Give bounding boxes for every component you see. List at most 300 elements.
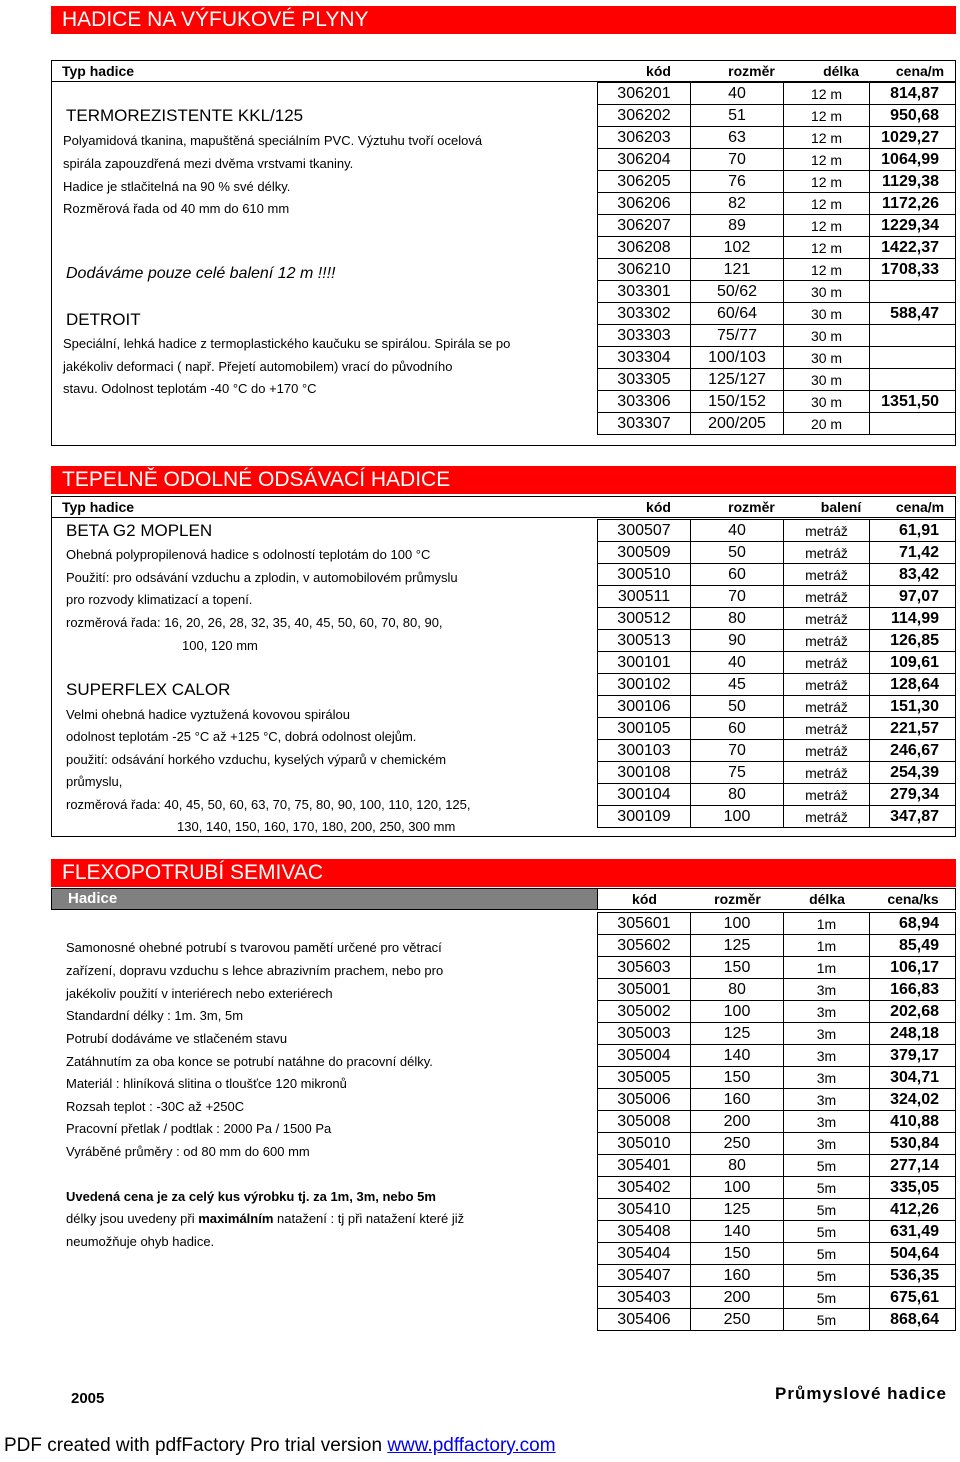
desc-line: Rozsah teplot : -30C až +250C — [66, 1099, 245, 1114]
product-name-termorezistente: TERMOREZISTENTE KKL/125 — [66, 106, 304, 125]
cell-size: 80 — [691, 784, 784, 806]
table-row — [598, 1309, 956, 1331]
cell-price: 1029,27 — [870, 127, 956, 149]
desc-line: Samonosné ohebné potrubí s tvarovou pamětí určené pro větrací — [66, 940, 442, 955]
price-note: Uvedená cena je za celý kus výrobku tj. za 1m, 3m, nebo 5m — [66, 1189, 436, 1204]
cell-size: 121 — [691, 259, 784, 281]
table-row — [598, 1111, 956, 1133]
desc-line: Zatáhnutím za oba konce se potrubí natáhne do pracovní délky. — [66, 1054, 433, 1069]
table-row — [598, 586, 956, 608]
cell-size: 200 — [691, 1287, 784, 1309]
cell-len: 12 m — [784, 171, 870, 193]
cell-price: 1064,99 — [870, 149, 956, 171]
cell-code: 306206 — [598, 193, 691, 215]
cell-len: 12 m — [784, 83, 870, 105]
cell-len: 5m — [784, 1221, 870, 1243]
package-note: Dodáváme pouze celé balení 12 m !!!! — [66, 265, 336, 282]
table-row — [598, 325, 956, 347]
desc-line: 100, 120 mm — [182, 638, 258, 653]
desc-line: Pracovní přetlak / podtlak : 2000 Pa / 1500 Pa — [66, 1121, 332, 1136]
price-table-semivac — [597, 912, 956, 1331]
table-row — [598, 1177, 956, 1199]
price-table-suction — [597, 519, 956, 828]
cell-code: 300513 — [598, 630, 691, 652]
cell-code: 306201 — [598, 83, 691, 105]
cell-code: 305006 — [598, 1089, 691, 1111]
table-row — [598, 413, 956, 435]
cell-code: 305001 — [598, 979, 691, 1001]
cell-price: 126,85 — [870, 630, 956, 652]
cell-len: 5m — [784, 1287, 870, 1309]
cell-size: 40 — [691, 520, 784, 542]
cell-len: 3m — [784, 1133, 870, 1155]
cell-size: 80 — [691, 608, 784, 630]
cell-size: 50 — [691, 542, 784, 564]
table-row — [598, 303, 956, 325]
cell-price: 1229,34 — [870, 215, 956, 237]
table-row — [598, 105, 956, 127]
cell-size: 150 — [691, 1243, 784, 1265]
table-row — [598, 520, 956, 542]
cell-price: 347,87 — [870, 806, 956, 828]
cell-price: 246,67 — [870, 740, 956, 762]
cell-code: 300108 — [598, 762, 691, 784]
table-row — [598, 957, 956, 979]
header-price: cena/ks — [887, 891, 939, 907]
cell-code: 305404 — [598, 1243, 691, 1265]
cell-code: 300509 — [598, 542, 691, 564]
pdf-prefix: PDF created with pdfFactory Pro trial version — [4, 1435, 388, 1456]
table-row — [598, 542, 956, 564]
cell-price: 114,99 — [870, 608, 956, 630]
cell-price: 83,42 — [870, 564, 956, 586]
table-row — [598, 347, 956, 369]
cell-size: 125 — [691, 935, 784, 957]
cell-len: 3m — [784, 1023, 870, 1045]
footer-year: 2005 — [71, 1390, 105, 1407]
cell-size: 100 — [691, 1001, 784, 1023]
cell-price: 1129,38 — [870, 171, 956, 193]
desc-line: průmyslu, — [66, 774, 123, 789]
cell-code: 305402 — [598, 1177, 691, 1199]
cell-price: 631,49 — [870, 1221, 956, 1243]
table-row — [598, 1221, 956, 1243]
cell-code: 305401 — [598, 1155, 691, 1177]
desc-line: Použití: pro odsávání vzduchu a zplodin, v automobilovém průmyslu — [66, 570, 458, 585]
cell-price: 1172,26 — [870, 193, 956, 215]
cell-price: 536,35 — [870, 1265, 956, 1287]
cell-price: 166,83 — [870, 979, 956, 1001]
table-row — [598, 1265, 956, 1287]
section-title-flexopotrubi: FLEXOPOTRUBÍ SEMIVAC — [51, 859, 956, 887]
cell-len: 30 m — [784, 347, 870, 369]
cell-code: 306202 — [598, 105, 691, 127]
cell-len: 12 m — [784, 149, 870, 171]
cell-code: 306208 — [598, 237, 691, 259]
cell-size: 51 — [691, 105, 784, 127]
cell-len: metráž — [784, 564, 870, 586]
cell-size: 100 — [691, 806, 784, 828]
cell-price: 324,02 — [870, 1089, 956, 1111]
cell-code: 300102 — [598, 674, 691, 696]
cell-size: 100 — [691, 1177, 784, 1199]
cell-price: 1708,33 — [870, 259, 956, 281]
cell-size: 75 — [691, 762, 784, 784]
desc-line: Speciální, lehká hadice z termoplastického kaučuku se spirálou. Spirála se po — [63, 336, 511, 351]
cell-code: 305408 — [598, 1221, 691, 1243]
table-row — [598, 1045, 956, 1067]
cell-price — [870, 347, 956, 369]
product-name-detroit: DETROIT — [66, 310, 141, 329]
cell-size: 89 — [691, 215, 784, 237]
desc-line: spirála zapouzdřená mezi dvěma vrstvami tkaniny. — [63, 156, 354, 171]
cell-len: 30 m — [784, 391, 870, 413]
table-row — [598, 259, 956, 281]
cell-len: 3m — [784, 1045, 870, 1067]
header-size: rozměr — [714, 891, 761, 907]
desc-line: jakékoliv deformaci ( např. Přejetí automobilem) vrací do původního — [63, 359, 453, 374]
table-row — [598, 391, 956, 413]
header-type: Hadice — [68, 890, 118, 907]
cell-len: 12 m — [784, 105, 870, 127]
table-row — [598, 215, 956, 237]
cell-code: 306205 — [598, 171, 691, 193]
cell-len: 12 m — [784, 259, 870, 281]
cell-price: 71,42 — [870, 542, 956, 564]
cell-price: 950,68 — [870, 105, 956, 127]
cell-len: 5m — [784, 1177, 870, 1199]
table-row — [598, 806, 956, 828]
desc-line: Materiál : hliníková slitina o tloušťce 120 mikronů — [66, 1076, 347, 1091]
cell-len: metráž — [784, 784, 870, 806]
footer-title: Průmyslové hadice — [775, 1384, 947, 1403]
cell-code: 300104 — [598, 784, 691, 806]
cell-price: 97,07 — [870, 586, 956, 608]
pdf-link[interactable]: www.pdffactory.com — [387, 1435, 556, 1456]
cell-size: 80 — [691, 979, 784, 1001]
cell-len: 30 m — [784, 303, 870, 325]
cell-size: 125 — [691, 1023, 784, 1045]
cell-len: 12 m — [784, 237, 870, 259]
cell-size: 82 — [691, 193, 784, 215]
desc-line: jakékoliv použití v interiérech nebo exteriérech — [66, 986, 333, 1001]
cell-size: 80 — [691, 1155, 784, 1177]
header-size: rozměr — [728, 63, 775, 79]
cell-len: 30 m — [784, 325, 870, 347]
desc-line: pro rozvody klimatizací a topení. — [66, 592, 253, 607]
cell-price: 61,91 — [870, 520, 956, 542]
cell-code: 305403 — [598, 1287, 691, 1309]
cell-len: 1m — [784, 913, 870, 935]
cell-size: 100/103 — [691, 347, 784, 369]
cell-len: metráž — [784, 718, 870, 740]
cell-price: 85,49 — [870, 935, 956, 957]
cell-len: 20 m — [784, 413, 870, 435]
cell-code: 303302 — [598, 303, 691, 325]
cell-len: 12 m — [784, 127, 870, 149]
cell-size: 76 — [691, 171, 784, 193]
cell-size: 200 — [691, 1111, 784, 1133]
header-code: kód — [632, 891, 657, 907]
price-table-exhaust — [597, 82, 956, 435]
desc-line: Polyamidová tkanina, mapuštěná speciálním PVC. Výztuhu tvoří ocelová — [63, 133, 483, 148]
desc-line: stavu. Odolnost teplotám -40 °C do +170 °C — [63, 381, 317, 396]
cell-price: 128,64 — [870, 674, 956, 696]
cell-code: 300101 — [598, 652, 691, 674]
section2-header-row — [51, 496, 956, 518]
table-row — [598, 1155, 956, 1177]
cell-price: 277,14 — [870, 1155, 956, 1177]
cell-price: 588,47 — [870, 303, 956, 325]
cell-len: 30 m — [784, 281, 870, 303]
cell-size: 150/152 — [691, 391, 784, 413]
table-row — [598, 1287, 956, 1309]
product-name-beta: BETA G2 MOPLEN — [66, 521, 213, 540]
cell-price: 254,39 — [870, 762, 956, 784]
desc-line: použití: odsávání horkého vzduchu, kyselých výparů v chemickém — [66, 752, 447, 767]
desc-line: Hadice je stlačitelná na 90 % své délky. — [63, 179, 291, 194]
table-row — [598, 1001, 956, 1023]
cell-price — [870, 281, 956, 303]
table-row — [598, 762, 956, 784]
cell-size: 150 — [691, 957, 784, 979]
cell-size: 102 — [691, 237, 784, 259]
cell-len: 12 m — [784, 215, 870, 237]
cell-code: 300106 — [598, 696, 691, 718]
cell-size: 70 — [691, 740, 784, 762]
cell-code: 305005 — [598, 1067, 691, 1089]
table-row — [598, 1133, 956, 1155]
cell-size: 75/77 — [691, 325, 784, 347]
table-row — [598, 83, 956, 105]
cell-len: 5m — [784, 1243, 870, 1265]
cell-size: 70 — [691, 586, 784, 608]
table-row — [598, 913, 956, 935]
header-code: kód — [646, 63, 671, 79]
cell-len: metráž — [784, 674, 870, 696]
cell-len: 5m — [784, 1265, 870, 1287]
length-note-b: maximálním — [198, 1211, 274, 1226]
cell-len: 30 m — [784, 369, 870, 391]
cell-price: 530,84 — [870, 1133, 956, 1155]
cell-size: 63 — [691, 127, 784, 149]
cell-len: metráž — [784, 586, 870, 608]
table-row — [598, 1023, 956, 1045]
cell-len: metráž — [784, 608, 870, 630]
cell-price: 675,61 — [870, 1287, 956, 1309]
cell-size: 70 — [691, 149, 784, 171]
table-row — [598, 630, 956, 652]
header-type: Typ hadice — [62, 499, 135, 515]
cell-price: 221,57 — [870, 718, 956, 740]
cell-len: 3m — [784, 979, 870, 1001]
cell-code: 300507 — [598, 520, 691, 542]
cell-len: 5m — [784, 1309, 870, 1331]
product-name-superflex: SUPERFLEX CALOR — [66, 680, 231, 699]
header-length: délka — [809, 891, 845, 907]
desc-line: 130, 140, 150, 160, 170, 180, 200, 250, 300 mm — [177, 819, 456, 834]
table-row — [598, 718, 956, 740]
cell-code: 305406 — [598, 1309, 691, 1331]
cell-len: metráž — [784, 520, 870, 542]
cell-len: 5m — [784, 1199, 870, 1221]
cell-len: metráž — [784, 806, 870, 828]
cell-code: 305003 — [598, 1023, 691, 1045]
table-row — [598, 127, 956, 149]
cell-len: metráž — [784, 652, 870, 674]
header-price: cena/m — [895, 499, 945, 515]
cell-size: 125/127 — [691, 369, 784, 391]
cell-price: 202,68 — [870, 1001, 956, 1023]
cell-price: 412,26 — [870, 1199, 956, 1221]
length-note — [66, 1211, 464, 1226]
cell-price: 151,30 — [870, 696, 956, 718]
cell-size: 90 — [691, 630, 784, 652]
cell-size: 45 — [691, 674, 784, 696]
cell-len: 3m — [784, 1111, 870, 1133]
cell-code: 305602 — [598, 935, 691, 957]
cell-price: 1422,37 — [870, 237, 956, 259]
cell-len: 3m — [784, 1001, 870, 1023]
table-row — [598, 281, 956, 303]
table-row — [598, 608, 956, 630]
desc-line: Vyráběné průměry : od 80 mm do 600 mm — [66, 1144, 310, 1159]
cell-size: 140 — [691, 1045, 784, 1067]
cell-price — [870, 413, 956, 435]
table-row — [598, 171, 956, 193]
table-row — [598, 674, 956, 696]
header-length: délka — [823, 63, 859, 79]
pdf-creator-line — [4, 1435, 556, 1457]
cell-code: 305004 — [598, 1045, 691, 1067]
cell-size: 160 — [691, 1265, 784, 1287]
cell-size: 160 — [691, 1089, 784, 1111]
length-note-c: natažení : tj při natažení které již — [273, 1211, 465, 1226]
cell-code: 300510 — [598, 564, 691, 586]
cell-size: 140 — [691, 1221, 784, 1243]
cell-code: 300512 — [598, 608, 691, 630]
cell-price: 410,88 — [870, 1111, 956, 1133]
cell-len: 5m — [784, 1155, 870, 1177]
table-row — [598, 149, 956, 171]
table-row — [598, 1243, 956, 1265]
cell-len: metráž — [784, 542, 870, 564]
section-title-suction: TEPELNĚ ODOLNÉ ODSÁVACÍ HADICE — [51, 466, 956, 494]
cell-code: 306204 — [598, 149, 691, 171]
cell-code: 305601 — [598, 913, 691, 935]
cell-price: 379,17 — [870, 1045, 956, 1067]
cell-size: 150 — [691, 1067, 784, 1089]
cell-len: 12 m — [784, 193, 870, 215]
cell-code: 303304 — [598, 347, 691, 369]
cell-price: 106,17 — [870, 957, 956, 979]
cell-size: 60 — [691, 564, 784, 586]
header-code: kód — [646, 499, 671, 515]
desc-line: Rozměrová řada od 40 mm do 610 mm — [63, 201, 290, 216]
header-type: Typ hadice — [62, 63, 135, 79]
cell-size: 250 — [691, 1309, 784, 1331]
table-row — [598, 696, 956, 718]
cell-size: 50/62 — [691, 281, 784, 303]
table-row — [598, 652, 956, 674]
length-note-end: neumožňuje ohyb hadice. — [66, 1234, 215, 1249]
table-row — [598, 1089, 956, 1111]
cell-len: metráž — [784, 696, 870, 718]
cell-len: 1m — [784, 957, 870, 979]
cell-code: 300109 — [598, 806, 691, 828]
cell-size: 60/64 — [691, 303, 784, 325]
cell-code: 300511 — [598, 586, 691, 608]
cell-price: 868,64 — [870, 1309, 956, 1331]
cell-size: 50 — [691, 696, 784, 718]
cell-code: 306203 — [598, 127, 691, 149]
desc-line: Ohebná polypropilenová hadice s odolností teplotám do 100 °C — [66, 547, 431, 562]
cell-size: 40 — [691, 652, 784, 674]
cell-code: 305008 — [598, 1111, 691, 1133]
cell-size: 100 — [691, 913, 784, 935]
cell-size: 40 — [691, 83, 784, 105]
cell-size: 200/205 — [691, 413, 784, 435]
desc-line: Velmi ohebná hadice vyztužená kovovou spirálou — [66, 707, 351, 722]
cell-size: 60 — [691, 718, 784, 740]
cell-price: 248,18 — [870, 1023, 956, 1045]
section-title-exhaust: HADICE NA VÝFUKOVÉ PLYNY — [51, 6, 956, 34]
cell-price: 68,94 — [870, 913, 956, 935]
table-row — [598, 740, 956, 762]
cell-price — [870, 369, 956, 391]
section1-header-row — [51, 60, 956, 82]
cell-price: 1351,50 — [870, 391, 956, 413]
cell-code: 303305 — [598, 369, 691, 391]
cell-price: 504,64 — [870, 1243, 956, 1265]
cell-code: 300105 — [598, 718, 691, 740]
table-row — [598, 369, 956, 391]
cell-len: metráž — [784, 740, 870, 762]
length-note-a: délky jsou uvedeny při — [66, 1211, 199, 1226]
cell-price: 335,05 — [870, 1177, 956, 1199]
table-row — [598, 193, 956, 215]
desc-line: rozměrová řada: 40, 45, 50, 60, 63, 70, 75, 80, 90, 100, 110, 120, 125, — [66, 797, 471, 812]
table-row — [598, 237, 956, 259]
cell-code: 303306 — [598, 391, 691, 413]
cell-len: 1m — [784, 935, 870, 957]
cell-price: 109,61 — [870, 652, 956, 674]
desc-line: rozměrová řada: 16, 20, 26, 28, 32, 35, 40, 45, 50, 60, 70, 80, 90, — [66, 615, 443, 630]
cell-price — [870, 325, 956, 347]
cell-code: 305002 — [598, 1001, 691, 1023]
header-size: rozměr — [728, 499, 775, 515]
cell-code: 303307 — [598, 413, 691, 435]
cell-code: 303301 — [598, 281, 691, 303]
header-packaging: balení — [820, 499, 862, 515]
cell-size: 125 — [691, 1199, 784, 1221]
desc-line: zařízení, dopravu vzduchu s lehce abrazivním prachem, nebo pro — [66, 963, 444, 978]
cell-code: 306207 — [598, 215, 691, 237]
cell-size: 250 — [691, 1133, 784, 1155]
table-row — [598, 935, 956, 957]
cell-len: metráž — [784, 762, 870, 784]
table-row — [598, 564, 956, 586]
cell-price: 814,87 — [870, 83, 956, 105]
table-row — [598, 1199, 956, 1221]
cell-code: 303303 — [598, 325, 691, 347]
header-price: cena/m — [895, 63, 945, 79]
cell-len: metráž — [784, 630, 870, 652]
cell-code: 306210 — [598, 259, 691, 281]
cell-code: 305603 — [598, 957, 691, 979]
desc-line: odolnost teplotám -25 °C až +125 °C, dobrá odolnost olejům. — [66, 729, 417, 744]
cell-code: 305410 — [598, 1199, 691, 1221]
